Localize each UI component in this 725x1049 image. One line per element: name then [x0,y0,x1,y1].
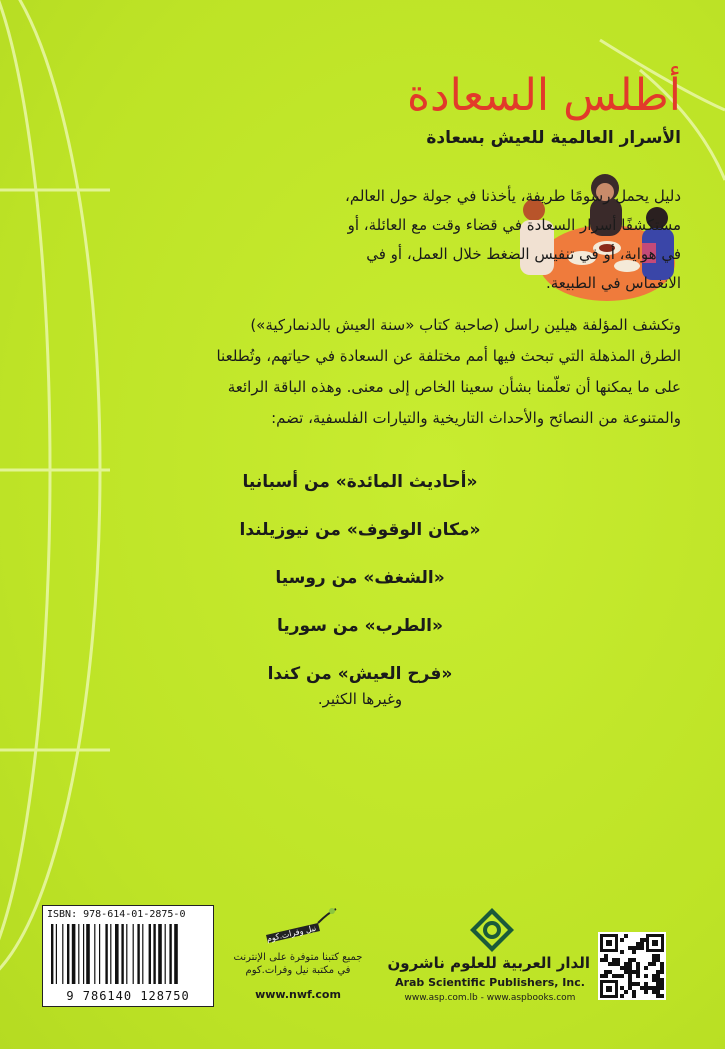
publisher-english-name: Arab Scientific Publishers, Inc. [395,976,585,989]
publisher-arabic-name: الدار العربية للعلوم ناشرون [387,954,590,972]
body-line: والمتنوعة من النصائح والأحداث التاريخية والتيارات الفلسفية، تضم: [271,409,681,427]
closing-text: وغيرها الكثير. [317,690,403,708]
highlight-item: «فرح العيش» من كندا [267,664,453,684]
description-paragraph [41,310,681,434]
qr-code-icon [598,932,666,1000]
intro-line: دليل يحمل رسومًا طريفة، يأخذنا في جولة حول العالم، [345,187,681,205]
publisher-logo-icon [468,906,516,954]
highlight-item: «الطرب» من سوريا [277,616,443,636]
isbn-barcode [42,905,214,1007]
book-title: أطلس السعادة [406,70,681,121]
barcode-number: 9 786140 128750 [66,989,190,1003]
isbn-label: ISBN: 978-614-01-2875-0 [47,909,186,920]
book-subtitle: الأسرار العالمية للعيش بسعادة [426,128,681,148]
nwf-logo-icon [258,905,338,945]
highlight-item: «الشغف» من روسيا [275,568,445,588]
highlight-item: «أحاديث المائدة» من أسبانيا [242,472,478,492]
nwf-url: www.nwf.com [255,988,341,1001]
highlight-item: «مكان الوقوف» من نيوزيلندا [239,520,481,540]
highlights-list [180,460,540,700]
body-line: وتكشف المؤلفة هيلين راسل (صاحبة كتاب «سنة العيش بالدنماركية») [250,316,681,334]
publisher-urls: www.asp.com.lb - www.aspbooks.com [404,993,576,1003]
intro-line: الانغماس في الطبيعة. [545,274,681,292]
nwf-availability-text: جميع كتبنا متوفرة على الإنترنت في مكتبة نيل وفرات.كوم [233,952,363,976]
barcode-bars [49,924,207,984]
body-line: الطرق المذهلة التي تبحث فيها أمم مختلفة عن السعادة في حياتهم، وتُطلعنا [216,347,681,365]
body-line: على ما يمكنها أن تعلّمنا بشأن سعينا الخاص إلى معنى. وهذه الباقة الرائعة [227,378,681,396]
nwf-logo-text: نيل وفرات.كوم [265,923,318,944]
intro-paragraph [345,182,681,298]
intro-line: في هواية، أو في تنفيس الضغط خلال العمل، أو في [366,245,681,263]
intro-line: مستكشفًا أسرار السعادة في قضاء وقت مع العائلة، أو [347,216,681,234]
